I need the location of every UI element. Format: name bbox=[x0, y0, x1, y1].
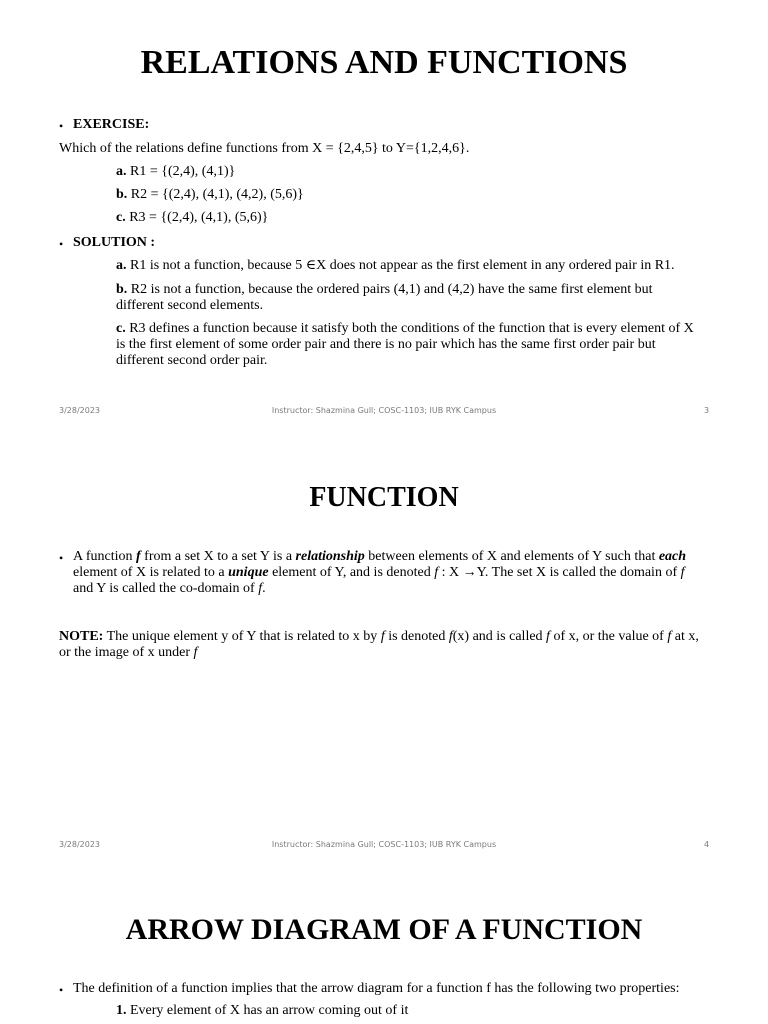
footer-date: 3/28/2023 bbox=[59, 840, 101, 849]
def-text: : X →Y. The set X is called the domain of bbox=[438, 565, 681, 580]
def-text: element of X is related to a bbox=[73, 565, 229, 580]
option-text: R2 = {(2,4), (4,1), (4,2), (5,6)} bbox=[127, 187, 304, 202]
option-a bbox=[116, 164, 235, 180]
solution-text: R1 is not a function, because 5 ∈X does not appear as the first element in any ordered pair in R1. bbox=[126, 258, 675, 273]
property-label: 1. bbox=[116, 1003, 127, 1018]
note-f: f bbox=[667, 629, 672, 644]
bullet-icon: • bbox=[59, 983, 64, 997]
arrow-diagram-intro: The definition of a function implies that the arrow diagram for a function f has the following two properties: bbox=[73, 981, 680, 996]
def-f: f bbox=[434, 565, 439, 580]
slide5-title: ARROW DIAGRAM OF A FUNCTION bbox=[125, 913, 643, 946]
def-text: between elements of X and elements of Y such that bbox=[364, 549, 659, 564]
option-label: c. bbox=[116, 210, 126, 225]
note-f: f bbox=[546, 629, 550, 644]
note-f: f bbox=[448, 629, 453, 644]
option-b bbox=[116, 187, 304, 203]
def-text: A function bbox=[73, 549, 136, 564]
solution-text: R2 is not a function, because the ordered pairs (4,1) and (4,2) have the same first element but different second elements. bbox=[116, 282, 653, 313]
note-text: at x, or the image of x under bbox=[59, 629, 699, 660]
def-text: . bbox=[262, 581, 266, 596]
def-f: f bbox=[136, 549, 141, 564]
solution-label: a. bbox=[116, 258, 127, 273]
property-text: Every element of X has an arrow coming out of it bbox=[126, 1003, 409, 1018]
bullet-icon: • bbox=[59, 237, 64, 251]
option-c bbox=[116, 210, 268, 226]
solution-a bbox=[116, 258, 706, 274]
note-label: NOTE: bbox=[59, 629, 104, 644]
solution-heading-text: SOLUTION : bbox=[73, 235, 156, 250]
def-f: f bbox=[680, 565, 685, 580]
bullet-icon: • bbox=[59, 551, 64, 565]
option-text: R3 = {(2,4), (4,1), (5,6)} bbox=[125, 210, 269, 225]
note-text: The unique element y of Y that is related to x by bbox=[103, 629, 381, 644]
slide4-title: FUNCTION bbox=[309, 482, 459, 513]
function-note bbox=[59, 629, 709, 661]
footer-instructor: Instructor: Shazmina Gull; COSC-1103; IUB RYK Campus bbox=[271, 840, 497, 849]
option-label: a. bbox=[116, 164, 127, 179]
bullet-icon: • bbox=[59, 119, 64, 133]
solution-label: c. bbox=[116, 321, 126, 336]
def-unique: unique bbox=[228, 565, 269, 580]
option-text: R1 = {(2,4), (4,1)} bbox=[126, 164, 236, 179]
solution-label: b. bbox=[116, 282, 128, 297]
def-f: f bbox=[258, 581, 263, 596]
footer-page-number: 3 bbox=[704, 406, 710, 415]
def-text: from a set X to a set Y is a bbox=[140, 549, 296, 564]
exercise-heading bbox=[73, 117, 149, 133]
option-label: b. bbox=[116, 187, 128, 202]
exercise-heading-text: EXERCISE: bbox=[73, 117, 150, 132]
def-text: element of Y, and is denoted bbox=[268, 565, 435, 580]
exercise-question: Which of the relations define functions from X = {2,4,5} to Y={1,2,4,6}. bbox=[59, 141, 470, 156]
solution-b bbox=[116, 282, 686, 314]
note-text: of x, or the value of bbox=[549, 629, 668, 644]
note-f: f bbox=[193, 645, 198, 660]
solution-text: R3 defines a function because it satisfy both the conditions of the function that is every element of X is the first element of some order pair and there is no pair which has the same first order pair but different second order pair. bbox=[116, 321, 694, 368]
def-relationship: relationship bbox=[295, 549, 365, 564]
slide3-title: RELATIONS AND FUNCTIONS bbox=[140, 44, 628, 81]
property-1 bbox=[116, 1003, 408, 1019]
footer-page-number: 4 bbox=[704, 840, 710, 849]
footer-date: 3/28/2023 bbox=[59, 406, 101, 415]
def-each: each bbox=[658, 549, 687, 564]
footer-instructor: Instructor: Shazmina Gull; COSC-1103; IUB RYK Campus bbox=[271, 406, 497, 415]
note-text: is denoted bbox=[384, 629, 449, 644]
solution-heading bbox=[73, 235, 155, 251]
note-text: (x) and is called bbox=[452, 629, 547, 644]
function-definition bbox=[73, 549, 708, 597]
note-f: f bbox=[380, 629, 385, 644]
def-text: and Y is called the co-domain of bbox=[73, 581, 259, 596]
solution-c bbox=[116, 321, 702, 369]
